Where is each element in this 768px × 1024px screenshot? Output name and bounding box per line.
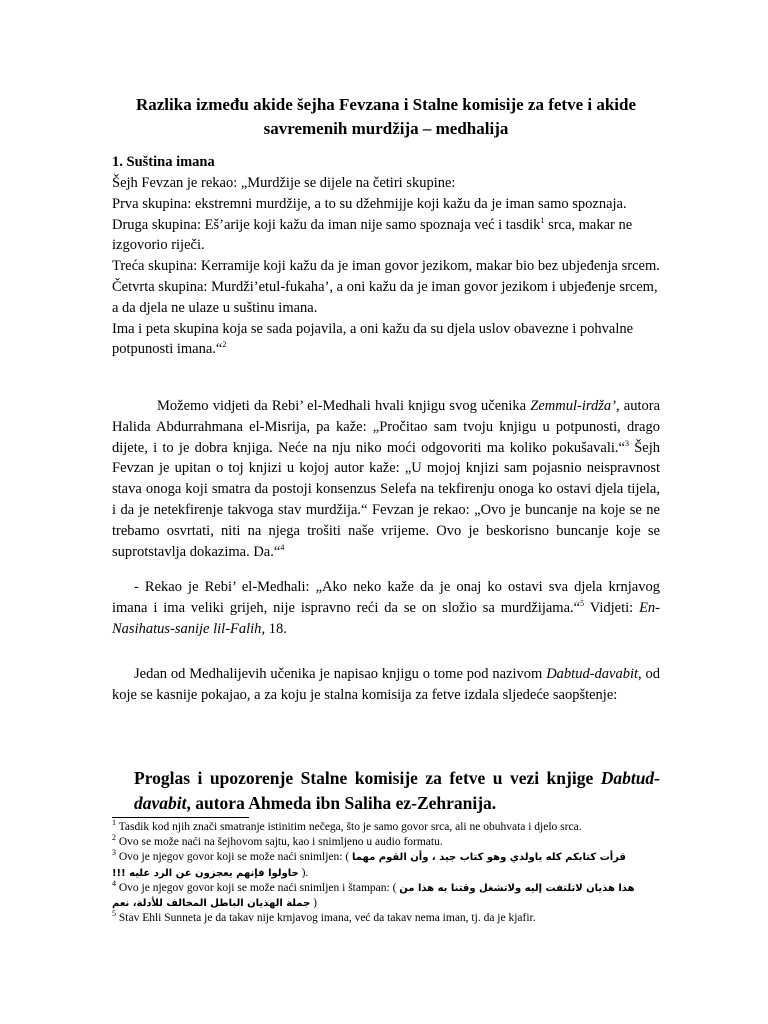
book-title: Dabtud-davabit bbox=[134, 768, 660, 813]
footnote-ref[interactable]: 4 bbox=[280, 542, 285, 552]
book-title: Zemmul-irdža’ bbox=[530, 398, 616, 414]
book-title: En-Nasihatus-sanije lil-Falih bbox=[112, 599, 661, 637]
footnote-5: $^5$ Stav Ehli Sunneta je da takav nije krnjavog imana, već da takav nema iman, tj. da je kjafir. bbox=[112, 909, 536, 925]
book-title: Dabtud-davabit bbox=[546, 666, 639, 682]
footnote-separator bbox=[112, 817, 249, 818]
document-title: Razlika između akide šejha Fevzana i Stalne komisije za fetve i akide savremenih murdžija – medhalija bbox=[135, 95, 637, 138]
line-fifth-group: Ima i peta skupina koja se sada pojavila, a oni kažu da su djela uslov obavezne i pohvalne potpunosti imana.“$^2$ bbox=[112, 320, 634, 358]
line-second-group: Druga skupina: Eš’arije koji kažu da iman nije samo spoznaja već i tasdik$^1$ srca, makar ne izgovorio riječi. bbox=[112, 215, 633, 254]
section-1-body bbox=[112, 173, 660, 360]
footnote-3: $^3$ Ovo je njegov govor koji se može naći snimljen: ( قرأت كتابكم كله ياولدي وهو كتاب جيد ، وأن القوم مهما حاولوا فإنهم يعجزون عن الرد عليه !!! ). bbox=[112, 848, 626, 879]
proglas-heading: Proglas i upozorenje Stalne komisije za fetve u vezi knjige Dabtud-davabit, autora Ahmeda ibn Saliha ez-Zehranija. bbox=[134, 768, 660, 813]
footnote-ref[interactable]: 2 bbox=[222, 340, 227, 350]
arabic-quote: قرأت كتابكم كله ياولدي وهو كتاب جيد ، وأن القوم مهما حاولوا فإنهم يعجزون عن الرد عليه !!! bbox=[112, 852, 626, 879]
paragraph-dabtud-davabit: Jedan od Medhalijevih učenika je napisao knjigu o tome pod nazivom Dabtud-davabit, od koje se kasnije pokajao, a za koju je stalna komisija za fetve izdala sljedeće saopštenje: bbox=[112, 666, 661, 703]
footnote-ref[interactable]: 5 bbox=[580, 598, 585, 608]
footnote-2: $^2$ Ovo se može naći na šejhovom sajtu, kao i snimljeno u audio formatu. bbox=[112, 833, 443, 849]
footnote-1: $^1$ Tasdik kod njih znači smatranje istinitim nečega, što je samo govor srca, ali ne obuhvata i djelo srca. bbox=[112, 818, 582, 833]
footnotes bbox=[112, 820, 660, 926]
line-third-group: Treća skupina: Kerramije koji kažu da je iman govor jezikom, makar bio bez ubjeđenja srcem. bbox=[112, 258, 660, 275]
line-fourth-group: Četvrta skupina: Murdži’etul-fukaha’, a oni kažu da je iman govor jezikom i ubjeđenje srcem, a da djela ne ulaze u suštinu imana. bbox=[112, 278, 658, 316]
line-first-group: Prva skupina: ekstremni murdžije, a to su džehmijje koji kažu da je iman samo spoznaja. bbox=[112, 195, 627, 212]
arabic-quote: هذا هذيان لاتلتفت إليه ولاتشغل وقتنا به هذا من جملة الهذيان الباطل المخالف للأدلة، نعم bbox=[112, 882, 635, 910]
footnote-ref[interactable]: 1 bbox=[540, 215, 545, 225]
footnote-4: $^4$ Ovo je njegov govor koji se može naći snimljen i štampan: ( هذا هذيان لاتلتفت إليه ولاتشغل وقتنا به هذا من جملة الهذيان الباطل المخالف للأدلة، نعم ) bbox=[112, 878, 635, 910]
paragraph-zemmul-irdza: Možemo vidjeti da Rebi’ el-Medhali hvali knjigu svog učenika Zemmul-irdža’, autora Halida Abdurrahmana el-Misrija, pa kaže: „Pročitao sam tvoju knjigu u potpunosti, drago dijete, i to je dobra knjiga. Neće na nju niko moći odgovoriti ma koliko pokušavali.“$^3$ Šejh Fevzan je upitan o toj knjizi u kojoj autor kaže: „U mojoj knjizi sam pojasnio neispravnost stava onoga koji smatra da postoji konsenzus Selefa na tekfirenju onoga ko ostavi djela tijela, i da je netekfirenje takvoga stav murdžija.“ Fevzan je rekao: „Ovo je buncanje na koje se ne trebamo osvrtati, niti na njega trošiti naše vrijeme. Ovo je beskorisno buncanje koje se suprotstavlja dokazima. Da.“$^4$ bbox=[112, 398, 660, 560]
line-intro: Šejh Fevzan je rekao: „Murdžije se dijele na četiri skupine: bbox=[112, 175, 456, 191]
paragraph-medhali-quote: - Rekao je Rebi’ el-Medhali: „Ako neko kaže da je onaj ko ostavi sva djela krnjavog imana i ima veliki grijeh, nije ispravno reći da se on složio sa murdžijama.“$^5$ Vidjeti: En-Nasihatus-sanije lil-Falih, 18. bbox=[112, 579, 661, 637]
section-heading: 1. Suština imana bbox=[112, 154, 215, 170]
footnote-ref[interactable]: 3 bbox=[624, 438, 629, 448]
